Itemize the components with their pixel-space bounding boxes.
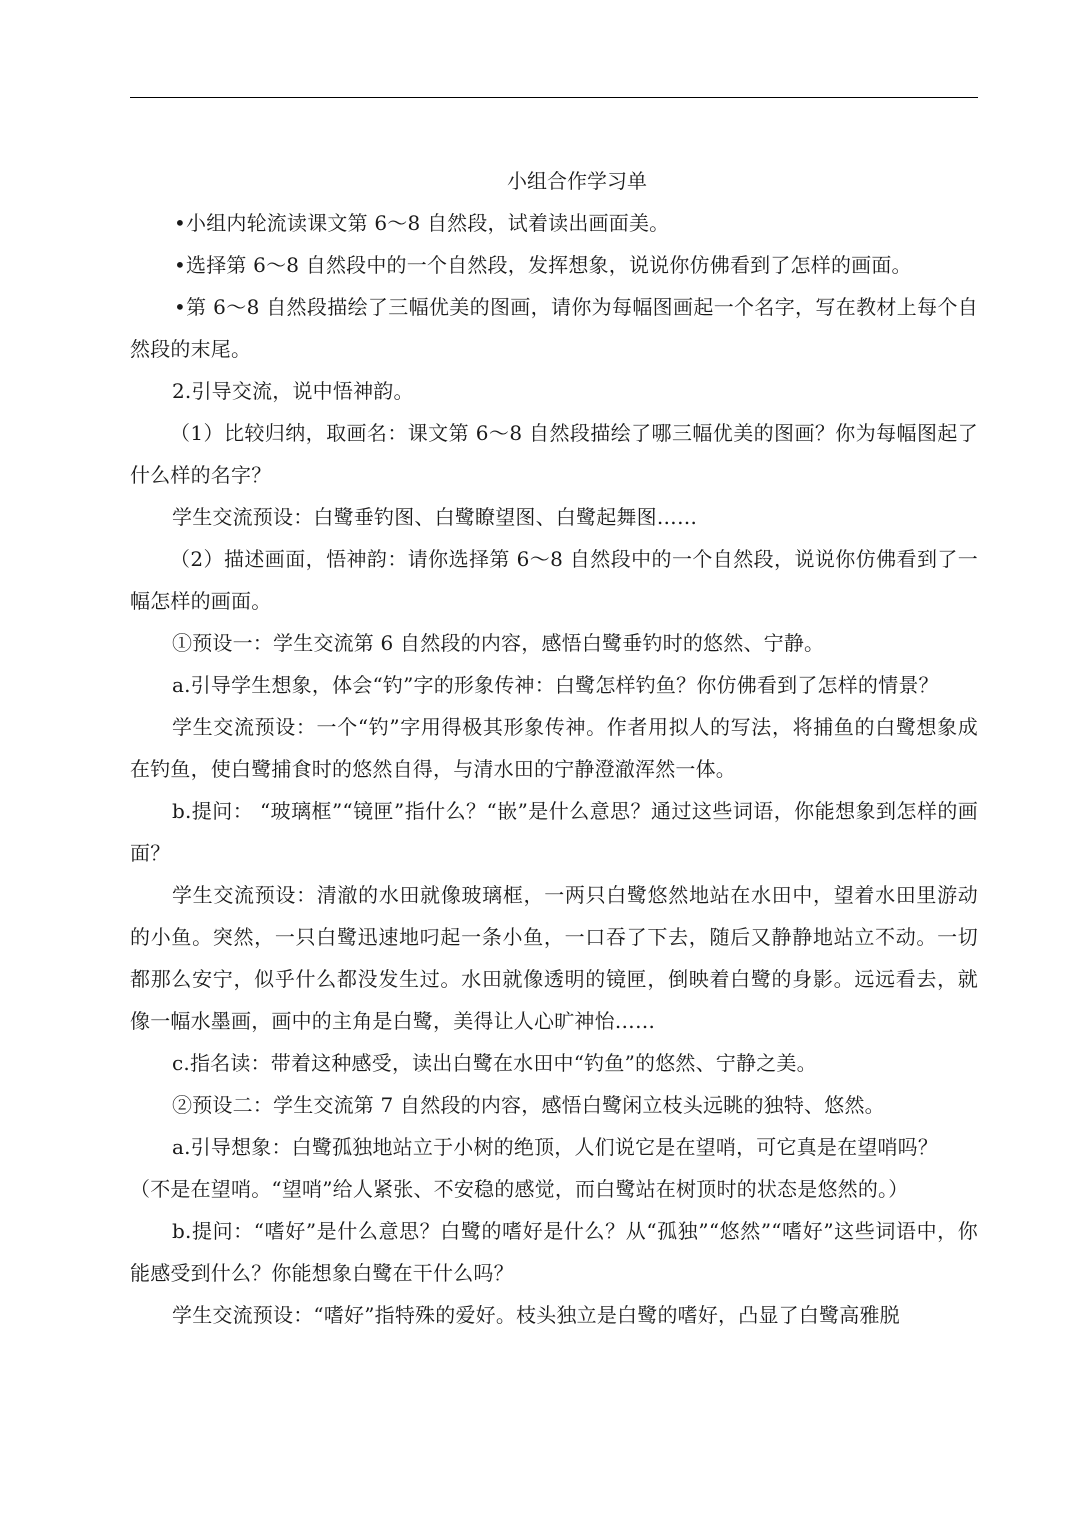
header-rule (130, 97, 978, 98)
paragraph: ②预设二：学生交流第 7 自然段的内容，感悟白鹭闲立枝头远眺的独特、悠然。 (172, 1093, 885, 1117)
paragraph: c.指名读：带着这种感受，读出白鹭在水田中“钓鱼”的悠然、宁静之美。 (172, 1051, 817, 1075)
paragraph: b.提问： “玻璃框”“镜匣”指什么？“嵌”是什么意思？通过这些词语，你能想象到怎样的画面？ (130, 799, 978, 865)
paragraph: •小组内轮流读课文第 6～8 自然段，试着读出画面美。 (174, 211, 670, 235)
paragraph: ①预设一：学生交流第 6 自然段的内容，感悟白鹭垂钓时的悠然、宁静。 (172, 631, 825, 655)
paragraph-list (130, 202, 978, 1336)
paragraph: a.引导想象：白鹭孤独地站立于小树的绝顶，人们说它是在望哨，可它真是在望哨吗？ (172, 1135, 939, 1159)
paragraph: •第 6～8 自然段描绘了三幅优美的图画，请你为每幅图画起一个名字，写在教材上每个自然段的末尾。 (130, 295, 978, 361)
paragraph: （2）描述画面，悟神韵：请你选择第 6～8 自然段中的一个自然段，说说你仿佛看到了一幅怎样的画面。 (130, 547, 978, 613)
paragraph: 学生交流预设：白鹭垂钓图、白鹭瞭望图、白鹭起舞图…… (172, 505, 698, 529)
paragraph: 学生交流预设：“嗜好”指特殊的爱好。枝头独立是白鹭的嗜好，凸显了白鹭高雅脱 (172, 1303, 900, 1327)
paragraph: a.引导学生想象，体会“钓”字的形象传神：白鹭怎样钓鱼？你仿佛看到了怎样的情景？ (172, 673, 939, 697)
paragraph: 学生交流预设：清澈的水田就像玻璃框，一两只白鹭悠然地站在水田中，望着水田里游动的小鱼。突然，一只白鹭迅速地叼起一条小鱼，一口吞了下去，随后又静静地站立不动。一切都那么安宁，似乎什么都没发生过。水田就像透明的镜匣，倒映着白鹭的身影。远远看去，就像一幅水墨画，画中的主角是白鹭，美得让人心旷神怡…… (130, 883, 978, 1033)
paragraph: 学生交流预设：一个“钓”字用得极其形象传神。作者用拟人的写法，将捕鱼的白鹭想象成在钓鱼，使白鹭捕食时的悠然自得，与清水田的宁静澄澈浑然一体。 (130, 715, 978, 781)
document-body (130, 160, 978, 1336)
paragraph: （1）比较归纳，取画名：课文第 6～8 自然段描绘了哪三幅优美的图画？你为每幅图起了什么样的名字？ (130, 421, 978, 487)
section-title: 小组合作学习单 (507, 169, 647, 193)
paragraph: •选择第 6～8 自然段中的一个自然段，发挥想象，说说你仿佛看到了怎样的画面。 (174, 253, 912, 277)
paragraph: b.提问：“嗜好”是什么意思？白鹭的嗜好是什么？从“孤独”“悠然”“嗜好”这些词语中，你能感受到什么？你能想象白鹭在干什么吗？ (130, 1219, 978, 1285)
paragraph: 2.引导交流，说中悟神韵。 (172, 379, 414, 403)
paragraph: （不是在望哨。“望哨”给人紧张、不安稳的感觉，而白鹭站在树顶时的状态是悠然的。） (130, 1177, 909, 1201)
